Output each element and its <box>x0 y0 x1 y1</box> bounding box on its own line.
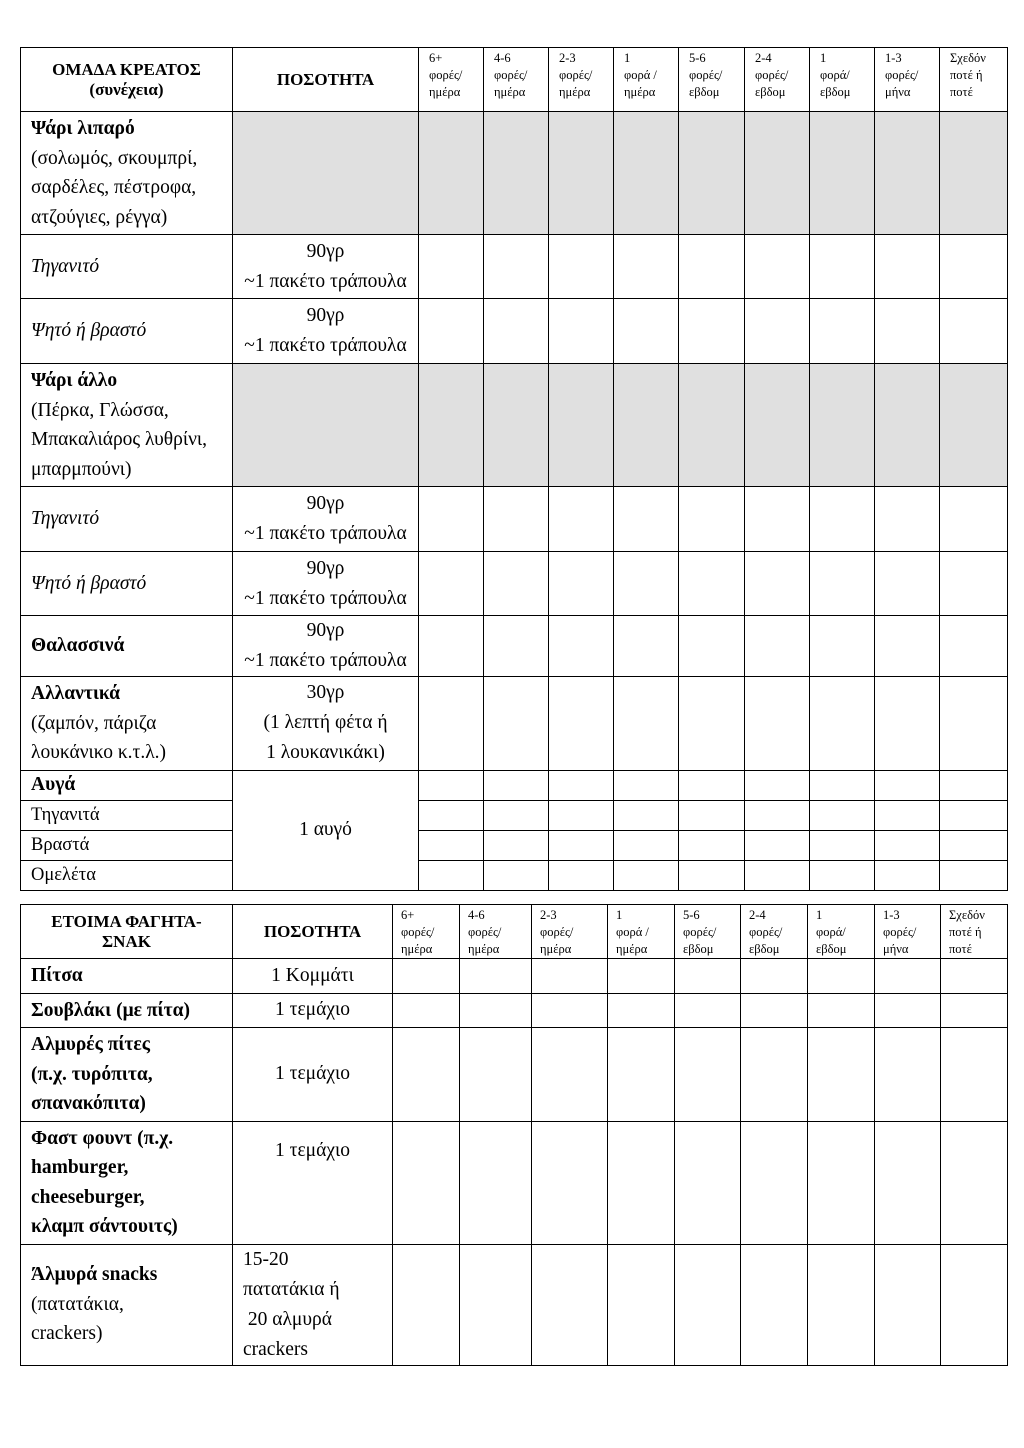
frequency-cell[interactable] <box>549 800 614 830</box>
category-row-other-fish <box>21 364 1008 487</box>
frequency-cell <box>419 364 484 487</box>
frequency-cell[interactable] <box>941 993 1008 1028</box>
frequency-cell[interactable] <box>532 993 608 1028</box>
frequency-cell[interactable] <box>875 770 940 800</box>
food-row-fatty-grilled: Ψητό ή βραστό 90γρ ~1 πακέτο τράπουλα <box>21 299 1008 364</box>
frequency-cell[interactable] <box>941 1121 1008 1244</box>
frequency-cell[interactable] <box>419 800 484 830</box>
frequency-cell <box>484 112 549 235</box>
quantity-header: ΠΟΣΟΤΗΤΑ <box>233 905 393 959</box>
frequency-cell[interactable] <box>393 1244 460 1365</box>
frequency-cell[interactable] <box>875 677 940 771</box>
frequency-cell[interactable] <box>614 616 679 677</box>
quantity-header: ΠΟΣΟΤΗΤΑ <box>233 48 419 112</box>
frequency-cell[interactable] <box>419 770 484 800</box>
freq-header: 1 φορά / ημέρα <box>608 905 675 959</box>
frequency-cell[interactable] <box>941 959 1008 994</box>
frequency-cell[interactable] <box>741 959 808 994</box>
frequency-cell[interactable] <box>549 487 614 552</box>
fatty-fish-label: Ψάρι λιπαρό (σολωμός, σκουμπρί, σαρδέλες, πέστροφα, ατζούγιες, ρέγγα) <box>21 112 233 235</box>
frequency-cell[interactable] <box>875 993 941 1028</box>
freq-header: 1 φορά / ημέρα <box>614 48 679 112</box>
frequency-cell[interactable] <box>810 552 875 616</box>
frequency-cell[interactable] <box>875 800 940 830</box>
frequency-cell[interactable] <box>808 1121 875 1244</box>
frequency-cell <box>679 364 745 487</box>
frequency-cell[interactable] <box>810 770 875 800</box>
freq-header: 1-3 φορές/ μήνα <box>875 48 940 112</box>
frequency-cell[interactable] <box>419 552 484 616</box>
frequency-cell[interactable] <box>875 235 940 299</box>
frequency-cell[interactable] <box>875 1244 941 1365</box>
frequency-cell[interactable] <box>745 770 810 800</box>
quantity-cell: 1 τεμάχιο <box>233 1121 393 1244</box>
frequency-cell[interactable] <box>940 770 1008 800</box>
freq-header: 4-6 φορές/ ημέρα <box>460 905 532 959</box>
frequency-cell[interactable] <box>549 616 614 677</box>
frequency-cell[interactable] <box>484 677 549 771</box>
frequency-cell <box>875 364 940 487</box>
food-row-fast-food: Φαστ φουντ (π.χ. hamburger, cheeseburger, κλαμπ σάντουιτς) 1 τεμάχιο <box>21 1121 1008 1244</box>
frequency-cell[interactable] <box>393 1121 460 1244</box>
table-header-row <box>21 905 1008 959</box>
frequency-cell[interactable] <box>532 1121 608 1244</box>
frequency-cell[interactable] <box>875 1028 941 1122</box>
quantity-cell: 1 αυγό <box>233 770 419 890</box>
quantity-cell: 90γρ ~1 πακέτο τράπουλα <box>233 235 419 299</box>
frequency-cell[interactable] <box>484 616 549 677</box>
frequency-cell[interactable] <box>549 860 614 890</box>
frequency-cell[interactable] <box>675 959 741 994</box>
frequency-cell[interactable] <box>745 299 810 364</box>
frequency-cell[interactable] <box>614 235 679 299</box>
frequency-cell[interactable] <box>940 800 1008 830</box>
frequency-cell[interactable] <box>679 616 745 677</box>
frequency-cell[interactable] <box>614 770 679 800</box>
frequency-cell <box>810 364 875 487</box>
frequency-cell[interactable] <box>679 299 745 364</box>
food-row-salty-snacks: Άλμυρά snacks (πατατάκια, crackers) 15-20 πατατάκια ή 20 αλμυρά crackers <box>21 1244 1008 1365</box>
frequency-cell <box>614 112 679 235</box>
frequency-cell[interactable] <box>810 677 875 771</box>
frequency-cell[interactable] <box>484 552 549 616</box>
frequency-cell <box>549 364 614 487</box>
group-header <box>21 905 233 959</box>
frequency-cell[interactable] <box>679 552 745 616</box>
frequency-cell[interactable] <box>393 993 460 1028</box>
frequency-cell[interactable] <box>808 959 875 994</box>
freq-header: 2-4 φορές/ εβδομ <box>741 905 808 959</box>
freq-header: 2-3 φορές/ ημέρα <box>549 48 614 112</box>
frequency-cell[interactable] <box>608 1244 675 1365</box>
frequency-cell[interactable] <box>460 1028 532 1122</box>
frequency-cell[interactable] <box>419 616 484 677</box>
group-title: ΟΜΑΔΑ ΚΡΕΑΤΟΣ <box>52 59 201 79</box>
frequency-cell[interactable] <box>419 830 484 860</box>
frequency-cell[interactable] <box>484 800 549 830</box>
frequency-cell[interactable] <box>679 800 745 830</box>
frequency-cell <box>810 112 875 235</box>
meat-group-table <box>20 47 1008 891</box>
quantity-cell: 1 τεμάχιο <box>233 1028 393 1122</box>
frequency-cell[interactable] <box>810 299 875 364</box>
frequency-cell[interactable] <box>614 487 679 552</box>
frequency-cell[interactable] <box>745 677 810 771</box>
frequency-cell[interactable] <box>745 800 810 830</box>
frequency-cell <box>614 364 679 487</box>
frequency-cell[interactable] <box>460 1121 532 1244</box>
frequency-cell[interactable] <box>741 1244 808 1365</box>
frequency-cell[interactable] <box>808 1028 875 1122</box>
frequency-cell[interactable] <box>675 1028 741 1122</box>
frequency-cell[interactable] <box>675 1121 741 1244</box>
frequency-cell[interactable] <box>810 800 875 830</box>
freq-header: 2-4 φορές/ εβδομ <box>745 48 810 112</box>
frequency-cell[interactable] <box>940 299 1008 364</box>
frequency-cell[interactable] <box>532 1244 608 1365</box>
frequency-cell[interactable] <box>940 616 1008 677</box>
freq-header: 6+ φορές/ ημέρα <box>393 905 460 959</box>
frequency-cell[interactable] <box>941 1028 1008 1122</box>
frequency-cell[interactable] <box>745 830 810 860</box>
frequency-cell[interactable] <box>614 677 679 771</box>
frequency-cell[interactable] <box>940 235 1008 299</box>
frequency-cell[interactable] <box>940 677 1008 771</box>
food-row-savory-pies: Αλμυρές πίτες (π.χ. τυρόπιτα, σπανακόπιτα) 1 τεμάχιο <box>21 1028 1008 1122</box>
quantity-cell: 90γρ ~1 πακέτο τράπουλα <box>233 299 419 364</box>
group-subtitle: ΣΝΑΚ <box>102 931 151 951</box>
frequency-cell[interactable] <box>460 993 532 1028</box>
frequency-cell[interactable] <box>679 677 745 771</box>
freq-header: 5-6 φορές/ εβδομ <box>679 48 745 112</box>
frequency-cell[interactable] <box>875 1121 941 1244</box>
freq-header: 1-3 φορές/ μήνα <box>875 905 941 959</box>
freq-header: 1 φορά/ εβδομ <box>808 905 875 959</box>
quantity-cell: 30γρ (1 λεπτή φέτα ή 1 λουκανικάκι) <box>233 677 419 771</box>
frequency-cell[interactable] <box>484 487 549 552</box>
food-row-other-fried: Τηγανιτό 90γρ ~1 πακέτο τράπουλα <box>21 487 1008 552</box>
freq-header: 5-6 φορές/ εβδομ <box>675 905 741 959</box>
group-subtitle: (συνέχεια) <box>89 79 164 99</box>
other-fish-label: Ψάρι άλλο (Πέρκα, Γλώσσα, Μπακαλιάρος λυθρίνι, μπαρμπούνι) <box>21 364 233 487</box>
frequency-cell[interactable] <box>875 552 940 616</box>
frequency-cell[interactable] <box>419 677 484 771</box>
frequency-cell[interactable] <box>549 235 614 299</box>
quantity-cell: 90γρ ~1 πακέτο τράπουλα <box>233 616 419 677</box>
frequency-cell <box>875 112 940 235</box>
frequency-cell[interactable] <box>745 552 810 616</box>
frequency-cell[interactable] <box>549 677 614 771</box>
frequency-cell[interactable] <box>419 860 484 890</box>
frequency-cell[interactable] <box>679 860 745 890</box>
frequency-cell <box>679 112 745 235</box>
frequency-cell <box>484 364 549 487</box>
freq-header: Σχεδόν ποτέ ή ποτέ <box>941 905 1008 959</box>
frequency-cell[interactable] <box>484 235 549 299</box>
frequency-cell[interactable] <box>393 1028 460 1122</box>
group-title: ΕΤΟΙΜΑ ΦΑΓΗΤΑ- <box>51 911 202 931</box>
frequency-cell[interactable] <box>810 616 875 677</box>
frequency-cell[interactable] <box>614 552 679 616</box>
category-row-fatty-fish <box>21 112 1008 235</box>
frequency-cell[interactable] <box>549 770 614 800</box>
frequency-cell <box>940 364 1008 487</box>
frequency-cell[interactable] <box>484 770 549 800</box>
frequency-cell[interactable] <box>875 830 940 860</box>
frequency-cell[interactable] <box>608 1028 675 1122</box>
food-row-eggs: Αυγά 1 αυγό <box>21 770 1008 800</box>
frequency-cell[interactable] <box>532 959 608 994</box>
frequency-cell[interactable] <box>679 235 745 299</box>
quantity-cell: 1 Κομμάτι <box>233 959 393 994</box>
frequency-cell[interactable] <box>941 1244 1008 1365</box>
frequency-cell[interactable] <box>549 830 614 860</box>
frequency-cell[interactable] <box>532 1028 608 1122</box>
freq-header: 4-6 φορές/ ημέρα <box>484 48 549 112</box>
frequency-cell[interactable] <box>875 860 940 890</box>
quantity-cell: 90γρ ~1 πακέτο τράπουλα <box>233 487 419 552</box>
food-row-other-grilled: Ψητό ή βραστό 90γρ ~1 πακέτο τράπουλα <box>21 552 1008 616</box>
quantity-cell: 1 τεμάχιο <box>233 993 393 1028</box>
frequency-cell <box>549 112 614 235</box>
frequency-cell[interactable] <box>810 830 875 860</box>
frequency-cell[interactable] <box>810 235 875 299</box>
table-header-row <box>21 48 1008 112</box>
frequency-cell[interactable] <box>741 1121 808 1244</box>
frequency-cell[interactable] <box>614 299 679 364</box>
frequency-cell[interactable] <box>460 959 532 994</box>
frequency-cell[interactable] <box>875 959 941 994</box>
freq-header: Σχεδόν ποτέ ή ποτέ <box>940 48 1008 112</box>
frequency-cell[interactable] <box>940 487 1008 552</box>
frequency-cell[interactable] <box>608 959 675 994</box>
frequency-cell[interactable] <box>608 1121 675 1244</box>
food-row-eggs-omelette: Ομελέτα <box>21 860 1008 890</box>
food-row-souvlaki: Σουβλάκι (με πίτα) 1 τεμάχιο <box>21 993 1008 1028</box>
frequency-cell[interactable] <box>484 830 549 860</box>
frequency-cell[interactable] <box>614 800 679 830</box>
frequency-cell <box>745 112 810 235</box>
frequency-cell[interactable] <box>745 860 810 890</box>
frequency-cell <box>940 112 1008 235</box>
frequency-cell[interactable] <box>940 552 1008 616</box>
frequency-cell[interactable] <box>810 860 875 890</box>
frequency-cell[interactable] <box>419 235 484 299</box>
frequency-cell[interactable] <box>549 552 614 616</box>
frequency-cell[interactable] <box>675 993 741 1028</box>
frequency-cell[interactable] <box>940 830 1008 860</box>
quantity-cell: 90γρ ~1 πακέτο τράπουλα <box>233 552 419 616</box>
frequency-cell[interactable] <box>940 860 1008 890</box>
frequency-cell[interactable] <box>679 487 745 552</box>
frequency-cell[interactable] <box>745 487 810 552</box>
frequency-cell[interactable] <box>608 993 675 1028</box>
frequency-cell[interactable] <box>460 1244 532 1365</box>
frequency-cell[interactable] <box>679 770 745 800</box>
frequency-cell[interactable] <box>484 299 549 364</box>
ready-meals-snacks-table <box>20 904 1008 1366</box>
food-row-pizza: Πίτσα 1 Κομμάτι <box>21 959 1008 994</box>
food-row-eggs-boiled: Βραστά <box>21 830 1008 860</box>
frequency-cell <box>745 364 810 487</box>
frequency-cell[interactable] <box>614 860 679 890</box>
freq-header: 1 φορά/ εβδομ <box>810 48 875 112</box>
frequency-cell[interactable] <box>875 616 940 677</box>
food-row-cold-cuts: Αλλαντικά (ζαμπόν, πάριζα λουκάνικο κ.τ.λ.) 30γρ (1 λεπτή φέτα ή 1 λουκανικάκι) <box>21 677 1008 771</box>
food-row-fatty-fried: Τηγανιτό 90γρ ~1 πακέτο τράπουλα <box>21 235 1008 299</box>
frequency-cell[interactable] <box>675 1244 741 1365</box>
frequency-cell[interactable] <box>745 235 810 299</box>
freq-header: 2-3 φορές/ ημέρα <box>532 905 608 959</box>
frequency-cell[interactable] <box>810 487 875 552</box>
frequency-cell[interactable] <box>549 299 614 364</box>
frequency-cell[interactable] <box>419 299 484 364</box>
group-header <box>21 48 233 112</box>
frequency-cell[interactable] <box>393 959 460 994</box>
freq-header: 6+ φορές/ ημέρα <box>419 48 484 112</box>
quantity-cell: 15-20 πατατάκια ή 20 αλμυρά crackers <box>233 1244 393 1365</box>
frequency-cell[interactable] <box>808 1244 875 1365</box>
frequency-cell[interactable] <box>419 487 484 552</box>
frequency-cell <box>419 112 484 235</box>
frequency-cell[interactable] <box>614 830 679 860</box>
frequency-cell[interactable] <box>741 993 808 1028</box>
frequency-cell[interactable] <box>875 487 940 552</box>
frequency-cell[interactable] <box>679 830 745 860</box>
food-row-eggs-fried: Τηγανιτά <box>21 800 1008 830</box>
frequency-cell[interactable] <box>741 1028 808 1122</box>
food-row-seafood: Θαλασσινά 90γρ ~1 πακέτο τράπουλα <box>21 616 1008 677</box>
frequency-cell[interactable] <box>875 299 940 364</box>
frequency-cell[interactable] <box>808 993 875 1028</box>
frequency-cell[interactable] <box>484 860 549 890</box>
frequency-cell[interactable] <box>745 616 810 677</box>
